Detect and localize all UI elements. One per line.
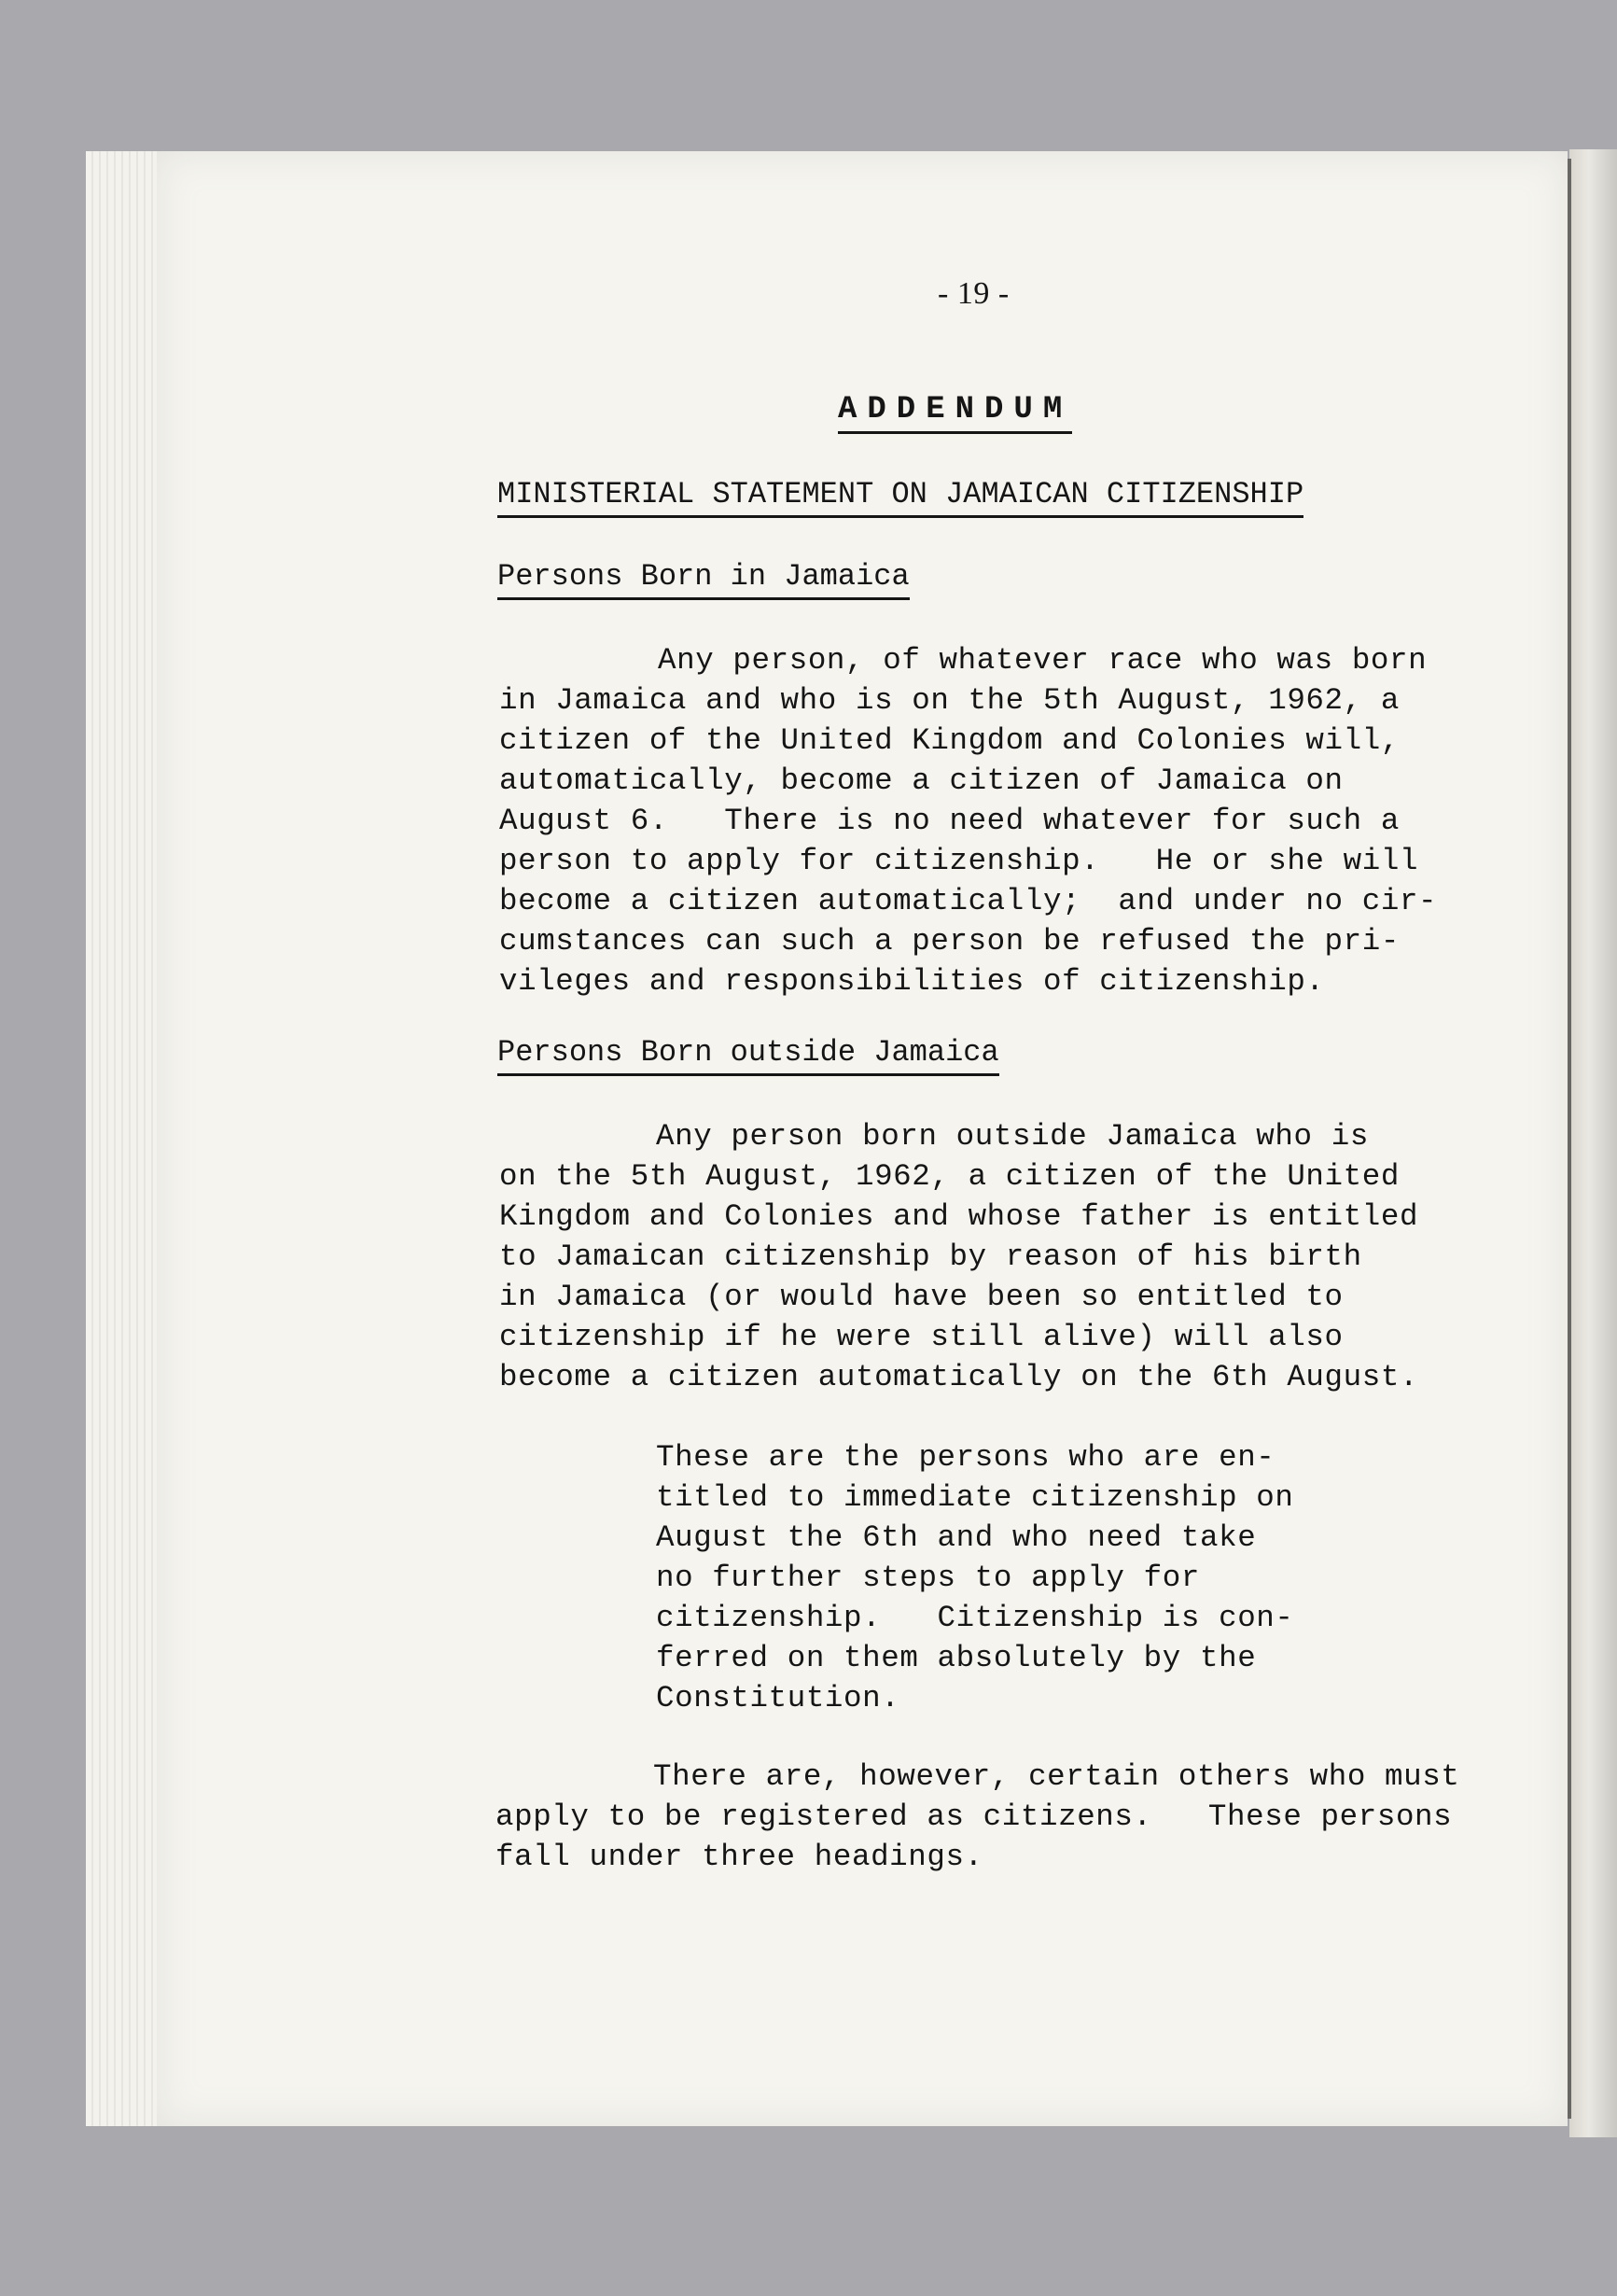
section-heading-born-outside-jamaica: Persons Born outside Jamaica bbox=[497, 1032, 999, 1076]
paragraph-line: apply to be registered as citizens. These persons bbox=[495, 1799, 1453, 1834]
paragraph-line: There are, however, certain others who must bbox=[653, 1759, 1460, 1794]
paragraph-line: vileges and responsibilities of citizenship. bbox=[499, 964, 1325, 999]
paragraph-line: August 6. There is no need whatever for such a bbox=[499, 804, 1400, 838]
paragraph-line: Kingdom and Colonies and whose father is entitled bbox=[499, 1199, 1419, 1234]
paragraph-line: citizenship. Citizenship is con- bbox=[656, 1601, 1294, 1635]
paragraph-line: citizen of the United Kingdom and Colonies will, bbox=[499, 723, 1400, 758]
paragraph-line: citizenship if he were still alive) will also bbox=[499, 1320, 1344, 1354]
paragraph-line: titled to immediate citizenship on bbox=[656, 1480, 1294, 1515]
document-title: ADDENDUM bbox=[838, 390, 1072, 434]
paragraph-line: Any person born outside Jamaica who is bbox=[656, 1119, 1369, 1154]
paragraph-line: in Jamaica and who is on the 5th August, 1962, a bbox=[499, 683, 1400, 718]
section-heading-born-in-jamaica: Persons Born in Jamaica bbox=[497, 556, 910, 600]
paragraph-line: become a citizen automatically; and under no cir- bbox=[499, 884, 1438, 918]
document-subtitle: MINISTERIAL STATEMENT ON JAMAICAN CITIZENSHIP bbox=[497, 474, 1303, 518]
page-stack-edge bbox=[86, 151, 160, 2126]
page-number: - 19 - bbox=[938, 276, 1010, 311]
paragraph-line: to Jamaican citizenship by reason of his birth bbox=[499, 1239, 1362, 1274]
paragraph-line: August the 6th and who need take bbox=[656, 1520, 1257, 1555]
paragraph-line: Any person, of whatever race who was born bbox=[658, 643, 1428, 678]
paragraph-line: become a citizen automatically on the 6th August. bbox=[499, 1360, 1419, 1394]
paragraph-line: These are the persons who are en- bbox=[656, 1440, 1275, 1475]
paragraph-line: in Jamaica (or would have been so entitled to bbox=[499, 1280, 1344, 1314]
paragraph-line: automatically, become a citizen of Jamaica on bbox=[499, 763, 1344, 798]
paragraph-line: no further steps to apply for bbox=[656, 1561, 1200, 1595]
paragraph-line: fall under three headings. bbox=[495, 1840, 983, 1874]
paragraph-line: ferred on them absolutely by the bbox=[656, 1641, 1257, 1675]
book-edge bbox=[1569, 149, 1617, 2137]
paragraph-line: cumstances can such a person be refused the pri- bbox=[499, 924, 1400, 959]
paragraph-line: on the 5th August, 1962, a citizen of the United bbox=[499, 1159, 1400, 1194]
paragraph-line: person to apply for citizenship. He or she will bbox=[499, 844, 1419, 878]
paragraph-line: Constitution. bbox=[656, 1681, 900, 1715]
page-spine-shadow bbox=[1568, 159, 1571, 2119]
